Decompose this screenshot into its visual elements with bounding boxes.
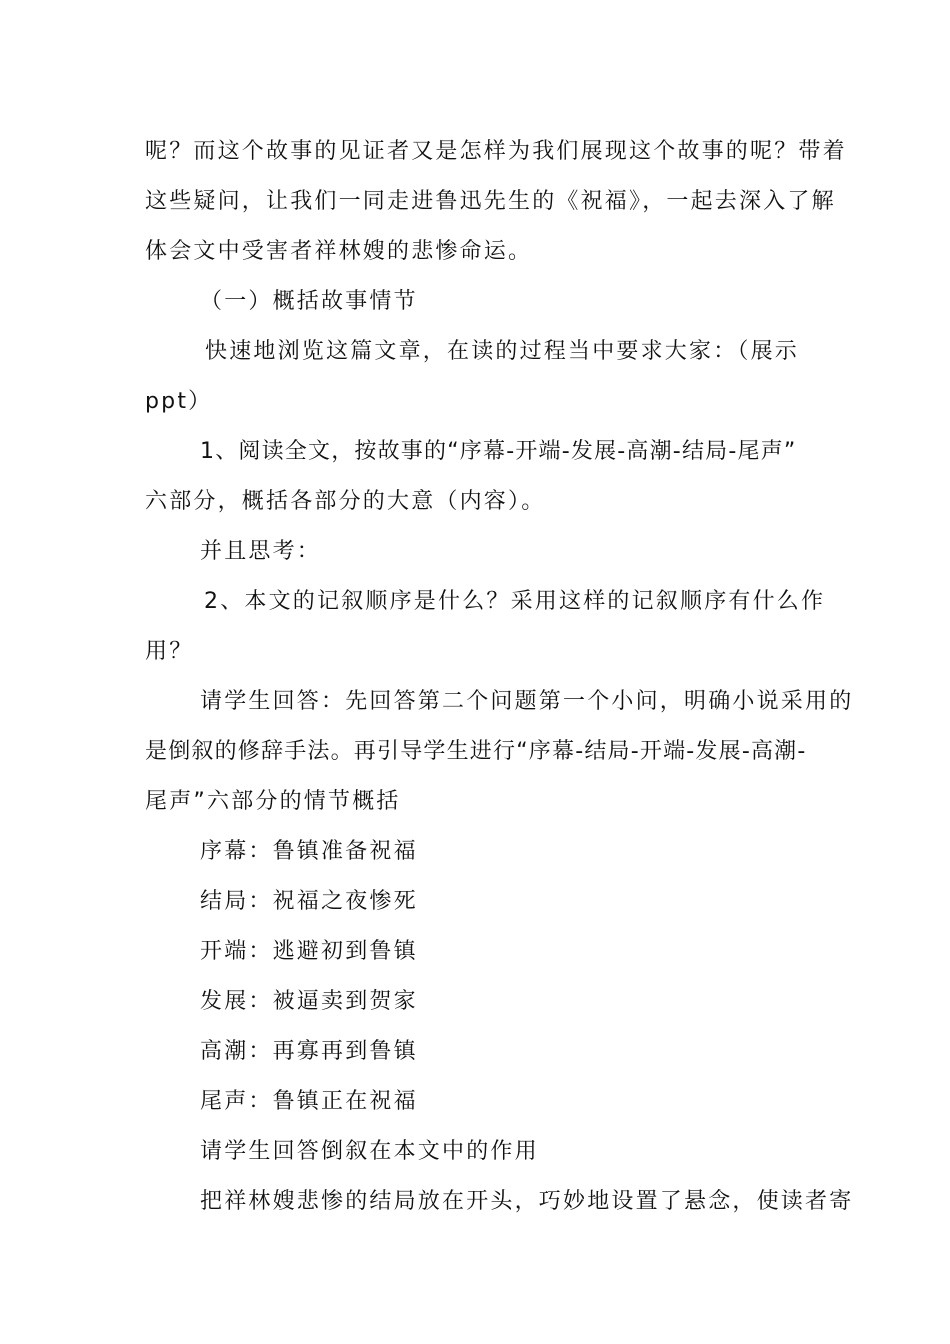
paragraph-line: 快速地浏览这篇文章，在读的过程当中要求大家：（展示	[205, 339, 800, 364]
paragraph-line: 这些疑问，让我们一同走进鲁迅先生的《祝福》，一起去深入了解	[145, 189, 836, 214]
question-line: 六部分，概括各部分的大意（内容）。	[145, 489, 546, 514]
paragraph-line: 呢？而这个故事的见证者又是怎样为我们展现这个故事的呢？带着	[145, 139, 847, 164]
section-heading: （一）概括故事情节	[200, 289, 418, 314]
think-prompt: 并且思考：	[200, 539, 322, 564]
plot-item: 开端：逃避初到鲁镇	[200, 939, 418, 964]
paragraph-line: ppt）	[145, 389, 213, 414]
answer-line: 是倒叙的修辞手法。再引导学生进行“序幕-结局-开端-发展-高潮-	[145, 739, 807, 764]
answer-line: 请学生回答：先回答第二个问题第一个小问，明确小说采用的	[200, 689, 854, 714]
question-line: 1、阅读全文，按故事的“序幕-开端-发展-高潮-结局-尾声”	[200, 439, 797, 464]
flashback-prompt: 请学生回答倒叙在本文中的作用	[200, 1139, 539, 1164]
paragraph-line: 体会文中受害者祥林嫂的悲惨命运。	[145, 239, 533, 264]
plot-item: 发展：被逼卖到贺家	[200, 989, 418, 1014]
question-line: 2、本文的记叙顺序是什么？采用这样的记叙顺序有什么作	[204, 589, 826, 614]
plot-item: 结局：祝福之夜惨死	[200, 889, 418, 914]
plot-item: 序幕：鲁镇准备祝福	[200, 839, 418, 864]
answer-line: 尾声”六部分的情节概括	[145, 789, 401, 814]
question-line: 用？	[145, 639, 194, 664]
closing-line: 把祥林嫂悲惨的结局放在开头，巧妙地设置了悬念，使读者寄	[200, 1189, 854, 1214]
plot-item: 高潮：再寡再到鲁镇	[200, 1039, 418, 1064]
plot-item: 尾声：鲁镇正在祝福	[200, 1089, 418, 1114]
